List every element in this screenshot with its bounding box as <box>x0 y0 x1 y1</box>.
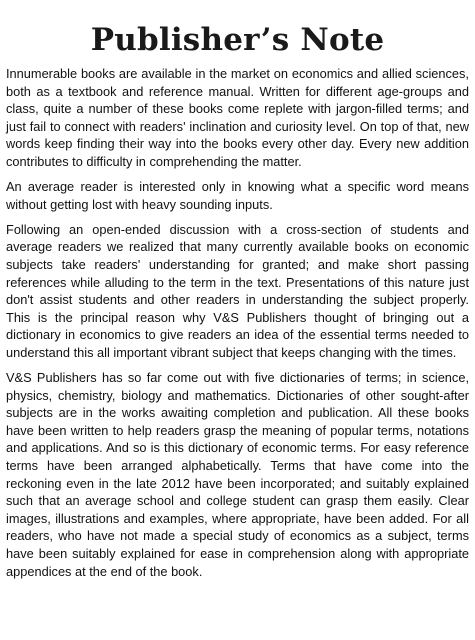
paragraph: An average reader is interested only in knowing what a specific word means without getting lost with heavy sounding inputs. <box>6 179 469 212</box>
paragraph: Innumerable books are available in the market on economics and allied sciences, both as a textbook and reference manual. Written for different age-groups and class, quite a number of these books come replete with jargon-filled terms; and just fail to connect with readers' inclination and curiosity level. On top of that, new words keep finding their way into the books every other day. Every new addition contributes to difficulty in comprehending the matter. <box>6 66 469 169</box>
paragraph: V&S Publishers has so far come out with five dictionaries of terms; in science, physics, chemistry, biology and mathematics. Dictionaries of other sought-after subjects are in the works awaiting completion and publication. All these books have been written to help readers grasp the meaning of popular terms, notations and applications. And so is this dictionary of economic terms. For easy reference terms have been arranged alphabetically. Terms that have come into the reckoning even in the late 2012 have been incorporated; and suitably explained such that an average school and college student can grasp them easily. Clear images, illustrations and examples, where appropriate, have been added. For all readers, who have not made a special study of economics as a subject, terms have been suitably explained for ease in comprehension along with appropriate appendices at the end of the book. <box>6 370 469 579</box>
body-text <box>6 65 469 588</box>
page-title: Publisher’s Note <box>90 21 385 58</box>
paragraph: Following an open-ended discussion with a cross-section of students and average readers we realized that many currently available books on economic subjects take readers' understanding for granted; and make short passing references while alluding to the term in the text. Presentations of this nature just don't assist students and other readers in understanding the subject properly. This is the principal reason why V&S Publishers thought of bringing out a dictionary in economics to give readers an idea of the essential terms needed to understand this all important vibrant subject that keeps changing with the times. <box>6 221 469 360</box>
